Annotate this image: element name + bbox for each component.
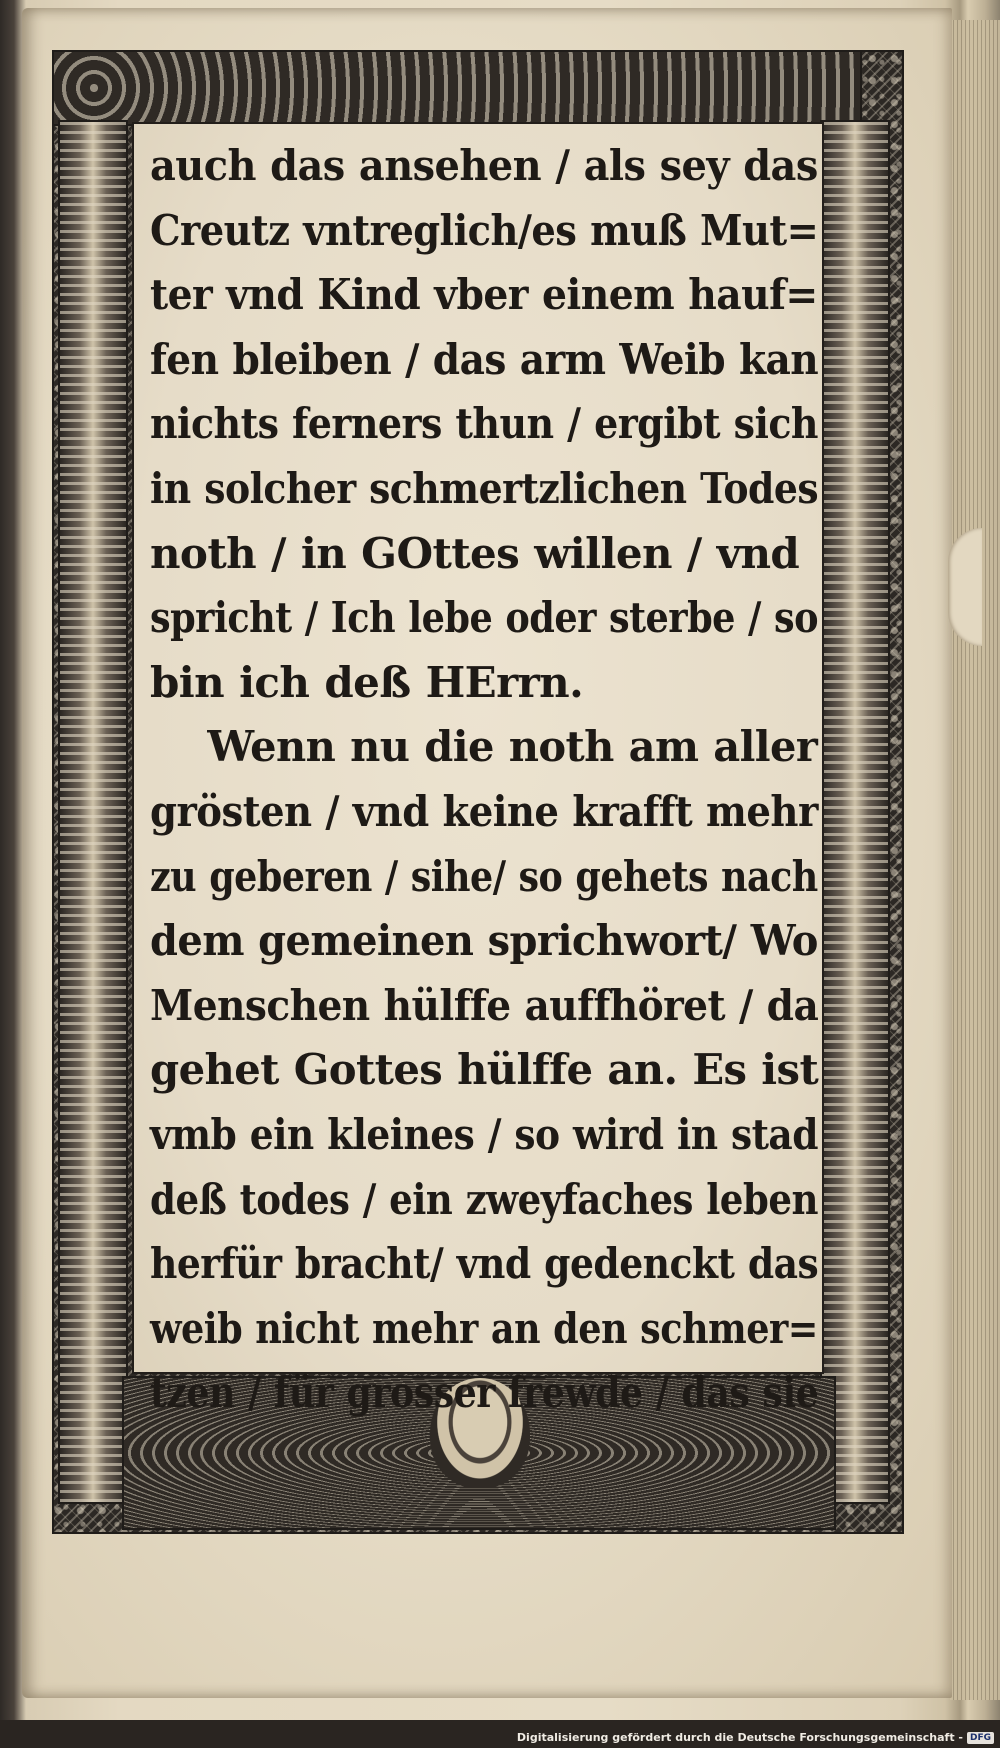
digitization-credit [517, 1731, 994, 1744]
text-line: bin ich deß HErrn. [150, 657, 584, 707]
text-line: herfür bracht/ vnd gedenckt das [150, 1239, 819, 1289]
text-line: fen bleiben / das arm Weib kan [150, 334, 819, 384]
text-line: gehet Gottes hülffe an. Es ist [150, 1045, 819, 1095]
text-line: zu geberen / sihe/ so gehets nach [150, 851, 818, 901]
page-tab [948, 528, 982, 646]
text-line: grösten / vnd keine krafft mehr [150, 786, 818, 836]
text-line: deß todes / ein zweyfaches leben [150, 1174, 819, 1224]
text-line: nichts ferners thun / ergibt sich [150, 399, 818, 449]
border-left-pillar [58, 120, 128, 1504]
dfg-logo: DFG [967, 1732, 994, 1744]
text-line: ter vnd Kind vber einem hauf= [150, 270, 818, 320]
text-line: auch das ansehen / als sey das [150, 141, 818, 190]
text-line: Creutz vntreglich/es muß Mut= [150, 205, 819, 255]
credit-text: Digitalisierung gefördert durch die Deutsche Forschungsgemeinschaft - [516, 1731, 963, 1744]
text-line: weib nicht mehr an den schmer= [150, 1303, 818, 1353]
border-top-ornament [52, 50, 862, 126]
text-line: spricht / Ich lebe oder sterbe / so [150, 593, 818, 643]
page-edges [950, 20, 1000, 1700]
body-text [150, 134, 818, 1426]
text-line: Wenn nu die noth am aller [207, 722, 818, 772]
text-line: dem gemeinen sprichwort/ Wo [150, 916, 818, 966]
text-line: in solcher schmertzlichen Todes [150, 463, 819, 513]
border-right-pillar [820, 120, 890, 1504]
text-block [132, 122, 824, 1418]
text-line: noth / in GOttes willen / vnd [150, 528, 800, 578]
text-line: Menschen hülffe auffhöret / da [150, 980, 819, 1030]
text-line: vmb ein kleines / so wird in stad [150, 1109, 818, 1159]
text-line: tzen / für grosser frewde / das sie [150, 1368, 819, 1418]
